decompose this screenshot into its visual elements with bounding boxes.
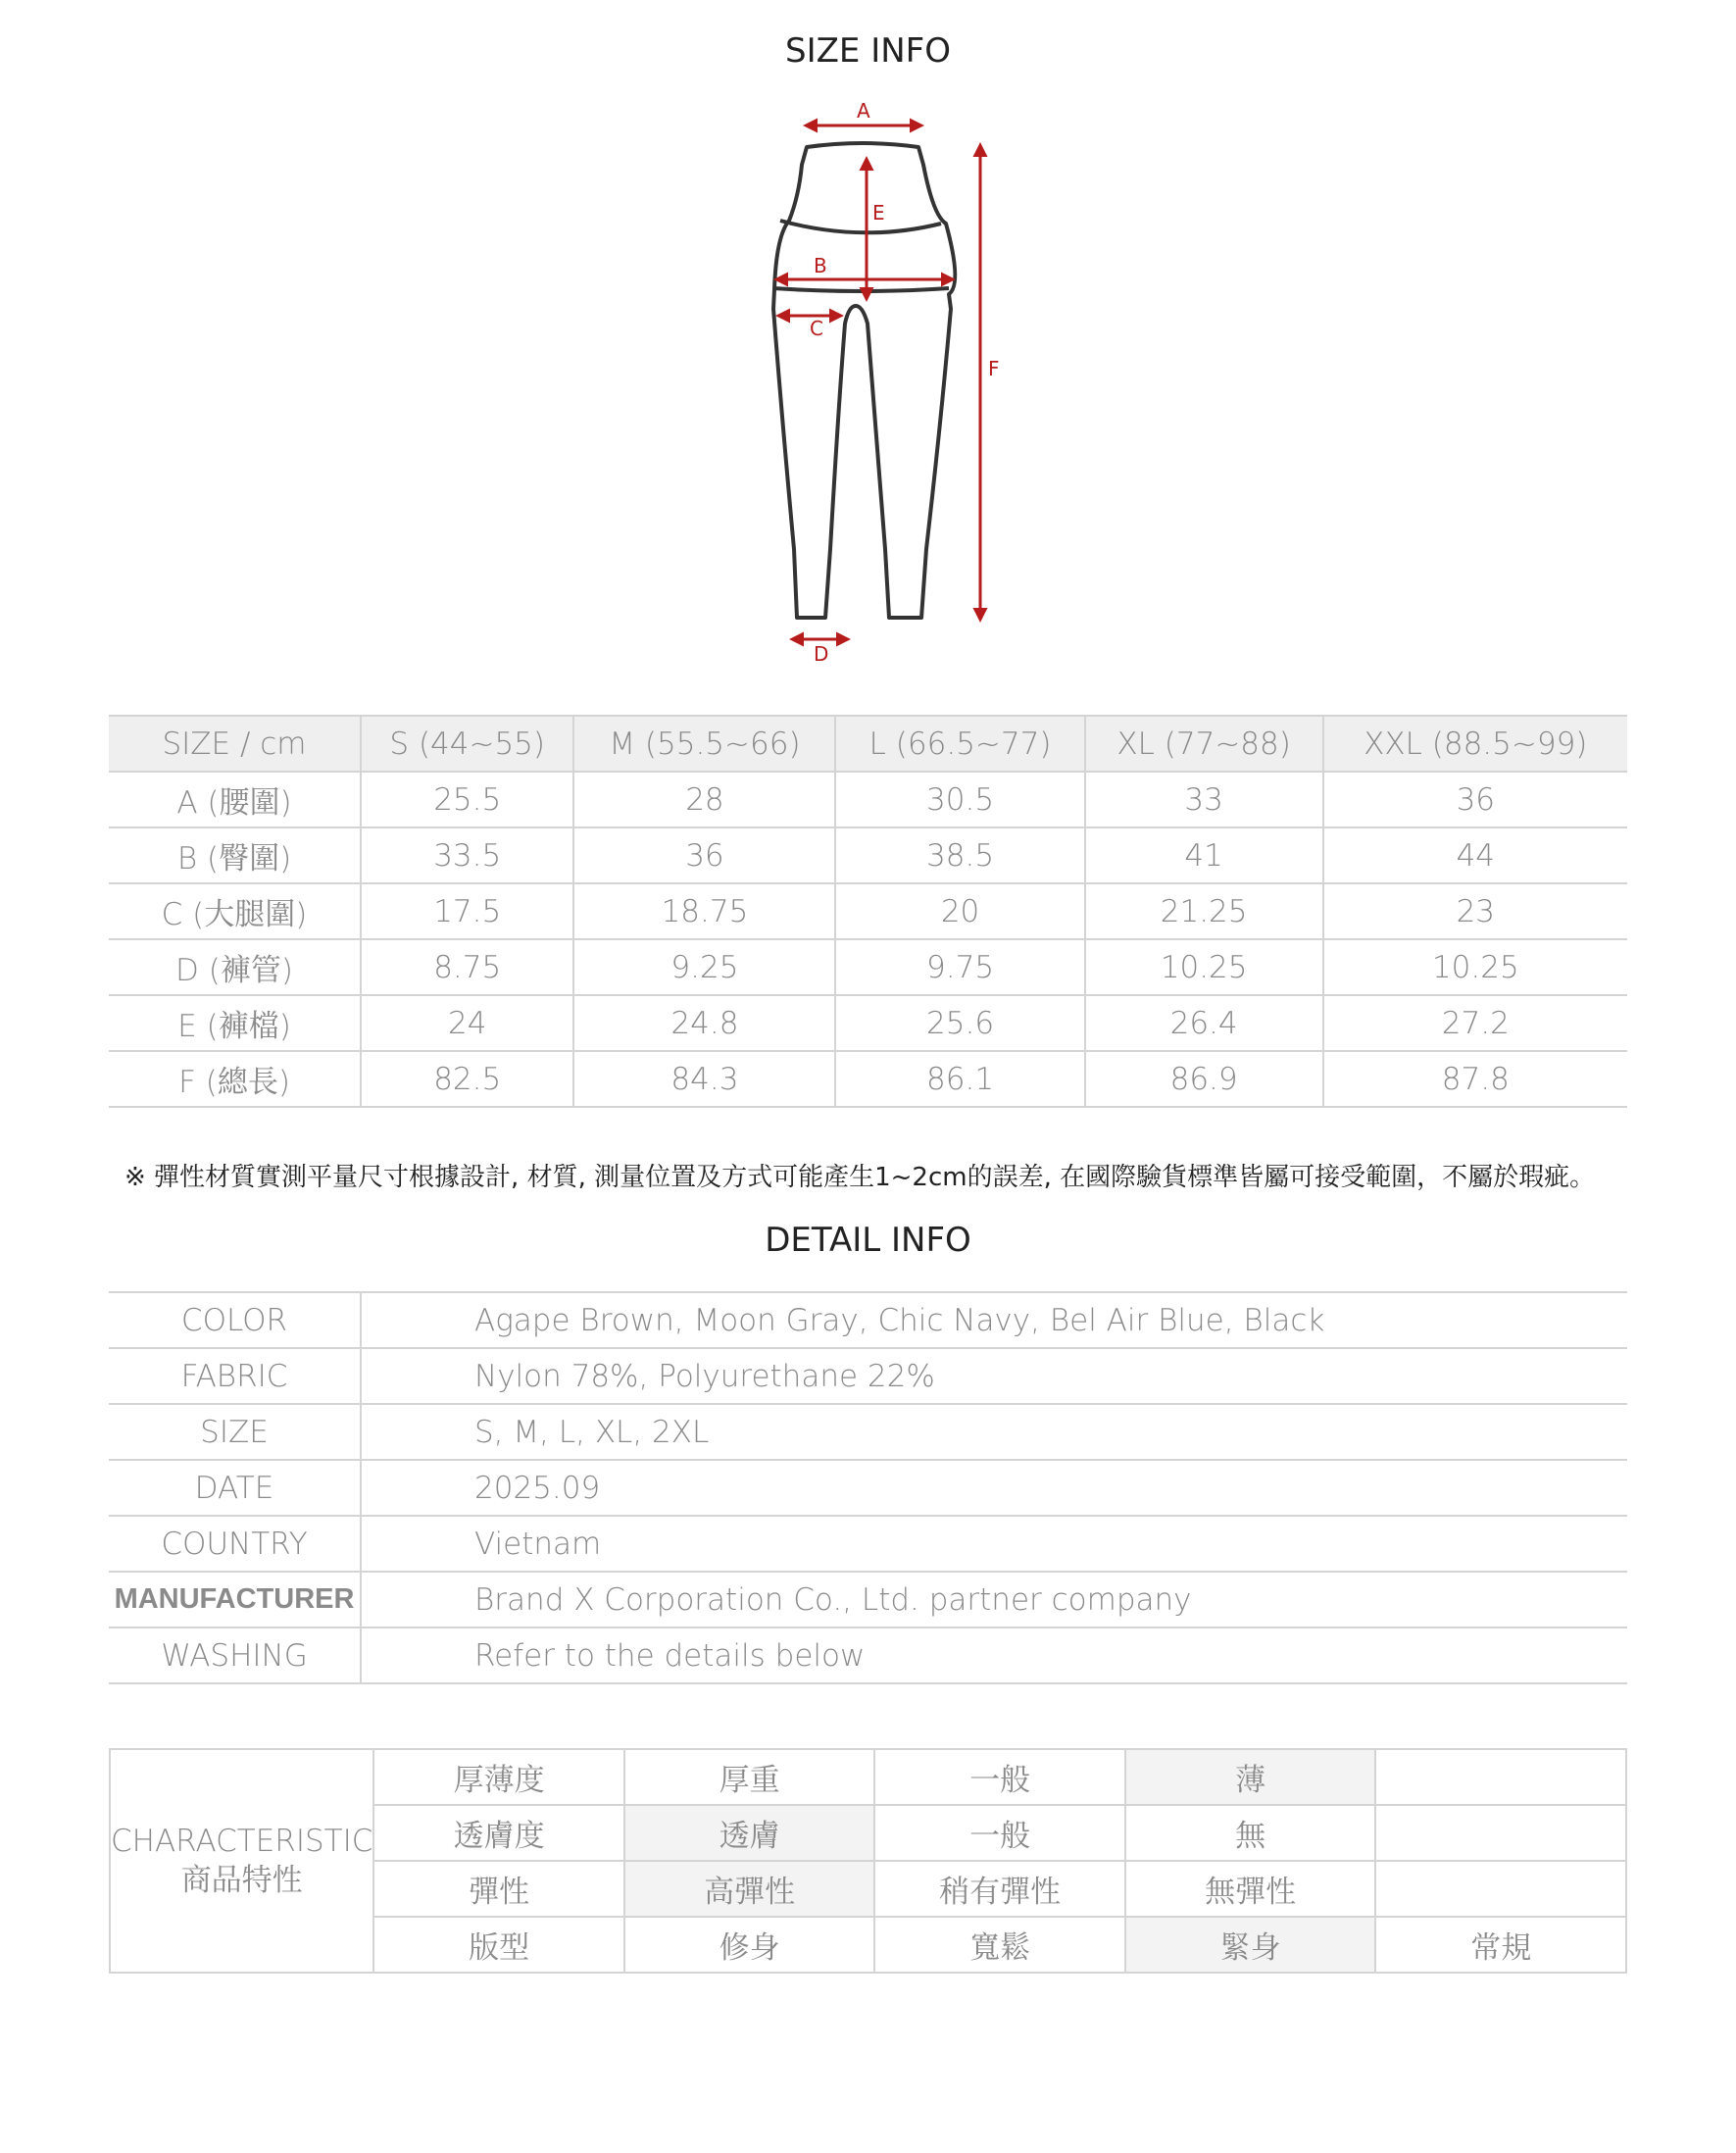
characteristic-option xyxy=(1375,1861,1626,1917)
leggings-outline xyxy=(773,143,955,618)
detail-key: COLOR xyxy=(109,1292,361,1348)
measurement-value: 86.1 xyxy=(835,1051,1084,1107)
characteristic-name: 厚薄度 xyxy=(373,1749,624,1805)
measurement-note: ※ 彈性材質實測平量尺寸根據設計, 材質, 測量位置及方式可能產生1~2cm的誤差, 在國際驗貨標準皆屬可接受範圍，不屬於瑕疵。 xyxy=(124,1163,1596,1192)
measurement-value: 26.4 xyxy=(1085,995,1323,1051)
characteristic-option xyxy=(1375,1805,1626,1861)
characteristic-name: 透膚度 xyxy=(373,1805,624,1861)
characteristic-option: 透膚 xyxy=(624,1805,875,1861)
detail-key: DATE xyxy=(109,1460,361,1516)
characteristic-option: 無 xyxy=(1125,1805,1376,1861)
measurement-label: D (褲管) xyxy=(109,939,361,995)
characteristic-label xyxy=(110,1749,373,1973)
measurement-value: 44 xyxy=(1323,827,1627,883)
measurement-value: 24 xyxy=(361,995,573,1051)
measurement-value: 84.3 xyxy=(573,1051,835,1107)
measurement-label: F (總長) xyxy=(109,1051,361,1107)
size-header-cell: SIZE / cm xyxy=(109,716,361,772)
characteristic-option: 薄 xyxy=(1125,1749,1376,1805)
size-info-title: SIZE INFO xyxy=(785,31,951,71)
detail-value: 2025.09 xyxy=(361,1460,1627,1516)
characteristic-option xyxy=(1375,1749,1626,1805)
detail-key: COUNTRY xyxy=(109,1516,361,1572)
label-f: F xyxy=(988,357,1000,380)
characteristic-name: 版型 xyxy=(373,1917,624,1973)
size-header-cell: L (66.5~77) xyxy=(835,716,1084,772)
size-header-cell: S (44~55) xyxy=(361,716,573,772)
measurement-label: A (腰圍) xyxy=(109,772,361,827)
measurement-value: 23 xyxy=(1323,883,1627,939)
detail-table xyxy=(109,1291,1627,1684)
size-table-row xyxy=(109,772,1627,827)
detail-value: Nylon 78%, Polyurethane 22% xyxy=(361,1348,1627,1404)
detail-row xyxy=(109,1627,1627,1683)
measurement-value: 25.5 xyxy=(361,772,573,827)
measurement-label: E (褲檔) xyxy=(109,995,361,1051)
detail-key: MANUFACTURER xyxy=(109,1572,361,1627)
detail-row xyxy=(109,1516,1627,1572)
label-d: D xyxy=(814,642,829,666)
characteristic-option: 厚重 xyxy=(624,1749,875,1805)
measurement-value: 87.8 xyxy=(1323,1051,1627,1107)
detail-value: Brand X Corporation Co., Ltd. partner company xyxy=(361,1572,1627,1627)
detail-value: Agape Brown, Moon Gray, Chic Navy, Bel Air Blue, Black xyxy=(361,1292,1627,1348)
detail-info-title: DETAIL INFO xyxy=(765,1221,971,1260)
measurement-value: 82.5 xyxy=(361,1051,573,1107)
leggings-measurement-diagram xyxy=(0,0,1736,686)
characteristic-option: 高彈性 xyxy=(624,1861,875,1917)
measurement-value: 36 xyxy=(1323,772,1627,827)
measurement-label: B (臀圍) xyxy=(109,827,361,883)
characteristic-option: 一般 xyxy=(874,1805,1125,1861)
detail-value: S, M, L, XL, 2XL xyxy=(361,1404,1627,1460)
size-header-cell: M (55.5~66) xyxy=(573,716,835,772)
size-table-row xyxy=(109,1051,1627,1107)
detail-row xyxy=(109,1460,1627,1516)
characteristic-option: 寬鬆 xyxy=(874,1917,1125,1973)
characteristic-label-zh: 商品特性 xyxy=(180,1863,303,1898)
detail-key: FABRIC xyxy=(109,1348,361,1404)
measurement-value: 36 xyxy=(573,827,835,883)
label-e: E xyxy=(872,201,885,225)
size-table-row xyxy=(109,995,1627,1051)
measurement-value: 25.6 xyxy=(835,995,1084,1051)
measurement-value: 10.25 xyxy=(1323,939,1627,995)
measurement-label: C (大腿圍) xyxy=(109,883,361,939)
measurement-value: 20 xyxy=(835,883,1084,939)
characteristic-option: 修身 xyxy=(624,1917,875,1973)
characteristic-option: 一般 xyxy=(874,1749,1125,1805)
detail-row xyxy=(109,1292,1627,1348)
measurement-value: 21.25 xyxy=(1085,883,1323,939)
detail-value: Refer to the details below xyxy=(361,1627,1627,1683)
measurement-value: 17.5 xyxy=(361,883,573,939)
characteristic-option: 無彈性 xyxy=(1125,1861,1376,1917)
label-a: A xyxy=(857,99,870,123)
characteristic-row xyxy=(110,1749,1626,1805)
characteristic-option: 稍有彈性 xyxy=(874,1861,1125,1917)
measurement-value: 27.2 xyxy=(1323,995,1627,1051)
detail-key: SIZE xyxy=(109,1404,361,1460)
characteristic-option: 常規 xyxy=(1375,1917,1626,1973)
characteristic-label-en: CHARACTERISTIC xyxy=(111,1824,373,1859)
size-table-header xyxy=(109,716,1627,772)
size-table-row xyxy=(109,939,1627,995)
characteristic-name: 彈性 xyxy=(373,1861,624,1917)
measurement-value: 9.75 xyxy=(835,939,1084,995)
detail-row xyxy=(109,1404,1627,1460)
detail-value: Vietnam xyxy=(361,1516,1627,1572)
measurement-value: 86.9 xyxy=(1085,1051,1323,1107)
size-table-row xyxy=(109,827,1627,883)
size-header-cell: XXL (88.5~99) xyxy=(1323,716,1627,772)
measurement-value: 24.8 xyxy=(573,995,835,1051)
measurement-value: 10.25 xyxy=(1085,939,1323,995)
measurement-value: 38.5 xyxy=(835,827,1084,883)
detail-row xyxy=(109,1572,1627,1627)
measurement-value: 8.75 xyxy=(361,939,573,995)
label-b: B xyxy=(814,254,827,277)
measurement-value: 33.5 xyxy=(361,827,573,883)
measurement-value: 18.75 xyxy=(573,883,835,939)
size-header-cell: XL (77~88) xyxy=(1085,716,1323,772)
characteristic-table xyxy=(109,1748,1627,1974)
characteristic-option: 緊身 xyxy=(1125,1917,1376,1973)
detail-row xyxy=(109,1348,1627,1404)
detail-key: WASHING xyxy=(109,1627,361,1683)
measurement-value: 33 xyxy=(1085,772,1323,827)
size-table xyxy=(109,715,1627,1108)
label-c: C xyxy=(810,317,823,340)
measurement-value: 30.5 xyxy=(835,772,1084,827)
size-table-row xyxy=(109,883,1627,939)
measurement-value: 41 xyxy=(1085,827,1323,883)
measurement-value: 9.25 xyxy=(573,939,835,995)
measurement-value: 28 xyxy=(573,772,835,827)
